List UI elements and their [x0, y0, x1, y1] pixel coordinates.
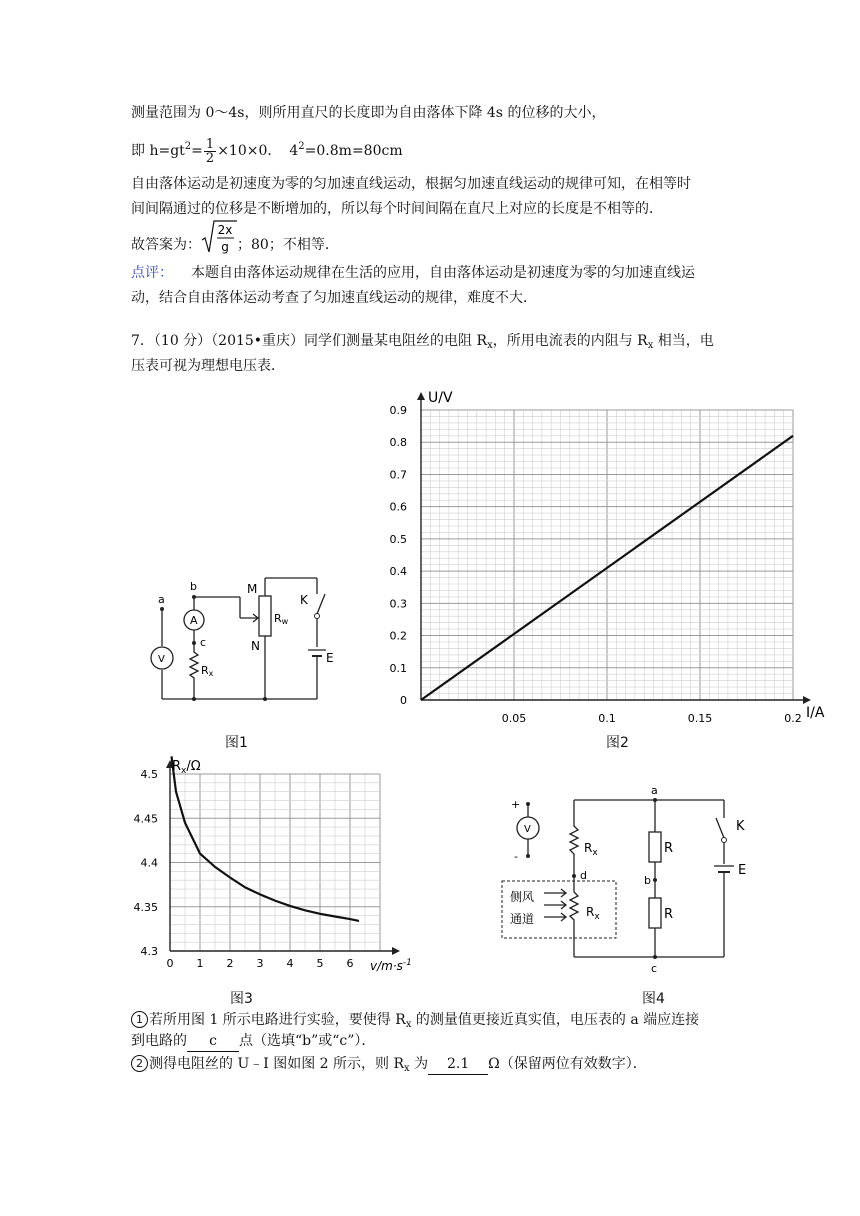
subquestion-text: 为	[409, 1056, 429, 1072]
rx-label: Rx	[201, 664, 214, 678]
y-tick-label: 0.5	[389, 532, 407, 546]
x-tick-label: 0	[166, 957, 174, 970]
chart-2-y-axis-label: U/V	[428, 390, 453, 406]
circled-number-2: 2	[131, 1055, 148, 1072]
label-a: a	[651, 784, 658, 797]
solution-line-4: 间间隔通过的位移是不断增加的，所以每个时间间隔在直尺上对应的长度是不相等的．	[131, 201, 663, 217]
comment-line-2: 动，结合自由落体运动考查了匀加速直线运动的规律，难度不大．	[131, 290, 537, 306]
label-k: K	[300, 593, 308, 607]
subquestion-text: 测得电阻丝的 U﹣I 图如图 2 所示，则 R	[149, 1056, 405, 1072]
label-m: M	[247, 582, 258, 596]
subquestion-1-line-2	[131, 1031, 375, 1052]
y-tick-label: 0.2	[389, 629, 407, 643]
label-b: b	[644, 874, 651, 887]
formula-part: ×10×0．	[217, 143, 282, 159]
subquestion-text: 的测量值更接近真实值，电压表的 a 端应连接	[411, 1012, 700, 1028]
label-c: c	[200, 636, 207, 649]
subquestion-text: 到电路的	[131, 1033, 187, 1049]
solution-line-1: 测量范围为 0～4s，则所用直尺的长度即为自由落体下降 4s 的位移的大小，	[131, 105, 606, 121]
x-tick-label: 0.05	[501, 712, 527, 725]
y-tick-label: 0.7	[389, 468, 407, 482]
y-tick-label: 4.3	[140, 945, 158, 958]
comment-label: 点评：	[131, 265, 173, 281]
y-tick-label: 0.9	[389, 404, 407, 417]
chart-2-grid	[421, 410, 793, 700]
subquestion-2-line	[131, 1054, 647, 1079]
voltmeter-label: V	[158, 654, 165, 665]
label-e: E	[738, 863, 747, 878]
label-a: a	[158, 593, 165, 606]
formula-part: 4	[289, 143, 299, 159]
subquestion-text: 点（选填“b”或“c”）．	[239, 1033, 376, 1049]
answer-blank-1: c	[187, 1031, 239, 1052]
chart-3-y-axis-label: $R_x/\Omega$	[172, 759, 201, 776]
minus-terminal-label: -	[514, 850, 518, 863]
figure-4-caption: 图4	[642, 991, 665, 1007]
chart-2-axes	[417, 392, 811, 704]
subscript: x	[647, 340, 654, 351]
y-tick-label: 4.45	[133, 812, 158, 826]
figure-3-chart	[128, 754, 428, 974]
answer-values: ；80；不相等．	[237, 237, 339, 253]
chart-2-x-axis-label: I/A	[806, 705, 825, 721]
subquestion-text: Ω（保留两位有效数字）．	[488, 1056, 647, 1072]
label-n: N	[251, 639, 260, 653]
x-tick-label: 3	[256, 957, 264, 970]
x-tick-label: 0.1	[598, 712, 616, 725]
q7-text: 相当，电	[653, 333, 714, 349]
chart-3-x-axis-label: $v/m\cdot s^{-1}$	[370, 958, 412, 973]
y-tick-label: 0.6	[389, 500, 407, 514]
superscript: 2	[298, 141, 305, 152]
subquestion-text: 若所用图 1 所示电路进行实验，要使得 R	[149, 1012, 406, 1028]
figure-1-circuit	[140, 570, 340, 710]
y-tick-label: 0.1	[389, 661, 407, 675]
label-c: c	[651, 962, 658, 975]
subscript: x	[405, 1019, 412, 1030]
question-7-line-1	[131, 331, 714, 356]
resistor-r-bottom-label: R	[664, 907, 674, 922]
y-tick-label: 0.3	[389, 597, 407, 611]
circled-number-1: 1	[131, 1011, 148, 1028]
ammeter-label: A	[190, 614, 198, 627]
plus-terminal-label: +	[511, 798, 521, 811]
wind-channel-label-1: 侧风	[510, 890, 535, 904]
rx-label: $R_x$	[584, 841, 598, 858]
label-d: d	[580, 869, 587, 882]
fraction-numerator: 1	[205, 136, 215, 152]
fraction-denominator: 2	[205, 150, 215, 166]
label-b: b	[190, 580, 197, 593]
label-e: E	[326, 651, 334, 665]
subscript: x	[404, 1063, 410, 1074]
formula-part: 即 h=gt	[131, 143, 185, 159]
y-tick-label: 0.4	[389, 565, 407, 579]
solution-line-3: 自由落体运动是初速度为零的匀加速直线运动，根据匀加速直线运动的规律可知，在相等时	[131, 176, 691, 192]
figure-3-caption: 图3	[230, 991, 253, 1007]
chart-3-grid	[170, 774, 380, 951]
formula-part: =0.8m=80cm	[304, 143, 403, 159]
y-tick-label: 4.35	[133, 900, 158, 914]
comment-line-1	[131, 263, 695, 283]
figure-4-circuit	[500, 780, 780, 980]
voltmeter-label: V	[524, 824, 531, 835]
rw-label: Rw	[274, 612, 289, 626]
x-tick-label: 6	[346, 957, 354, 970]
figure-2-chart	[370, 382, 840, 727]
x-tick-label: 1	[196, 957, 204, 970]
sqrt-denominator: g	[221, 240, 229, 254]
answer-blank-2: 2.1	[428, 1054, 488, 1075]
x-tick-label: 2	[226, 957, 234, 970]
fraction	[204, 138, 216, 165]
y-tick-label: 4.4	[140, 856, 158, 870]
superscript: 2	[184, 141, 192, 152]
q7-text: 7．（10 分）（2015•重庆）同学们测量某电阻丝的电阻 R	[131, 333, 488, 349]
x-tick-label: 5	[316, 957, 324, 970]
x-tick-label: 4	[286, 957, 294, 970]
sqrt-numerator: 2x	[217, 223, 233, 237]
formula-part: =	[191, 143, 203, 159]
label-k: K	[736, 819, 745, 834]
question-7-line-2: 压表可视为理想电压表．	[131, 358, 285, 374]
resistor-r-top-label: R	[664, 841, 674, 856]
wind-channel-label-2: 通道	[510, 912, 535, 926]
answer-line	[131, 218, 339, 258]
subscript: x	[487, 340, 493, 351]
x-tick-label: 0.15	[687, 712, 713, 725]
answer-label: 故答案为：	[131, 237, 201, 253]
y-axis-arrow-icon	[417, 392, 425, 400]
x-axis-arrow-icon	[392, 947, 400, 955]
y-tick-label: 4.5	[140, 768, 158, 781]
x-axis-arrow-icon	[803, 696, 811, 704]
y-tick-label: 0	[400, 694, 407, 707]
solution-line-2	[131, 130, 403, 164]
rx-variable-label: $R_x$	[586, 905, 600, 922]
comment-text: 本题自由落体运动规律在生活的应用，自由落体运动是初速度为零的匀加速直线运	[191, 265, 695, 281]
y-tick-label: 0.8	[389, 436, 407, 450]
x-tick-label: 0.2	[784, 712, 802, 725]
sqrt-sign-icon	[201, 218, 237, 256]
figure-1-caption: 图1	[225, 735, 248, 751]
figure-2-caption: 图2	[606, 735, 629, 751]
q7-text: ，所用电流表的内阻与 R	[492, 333, 648, 349]
